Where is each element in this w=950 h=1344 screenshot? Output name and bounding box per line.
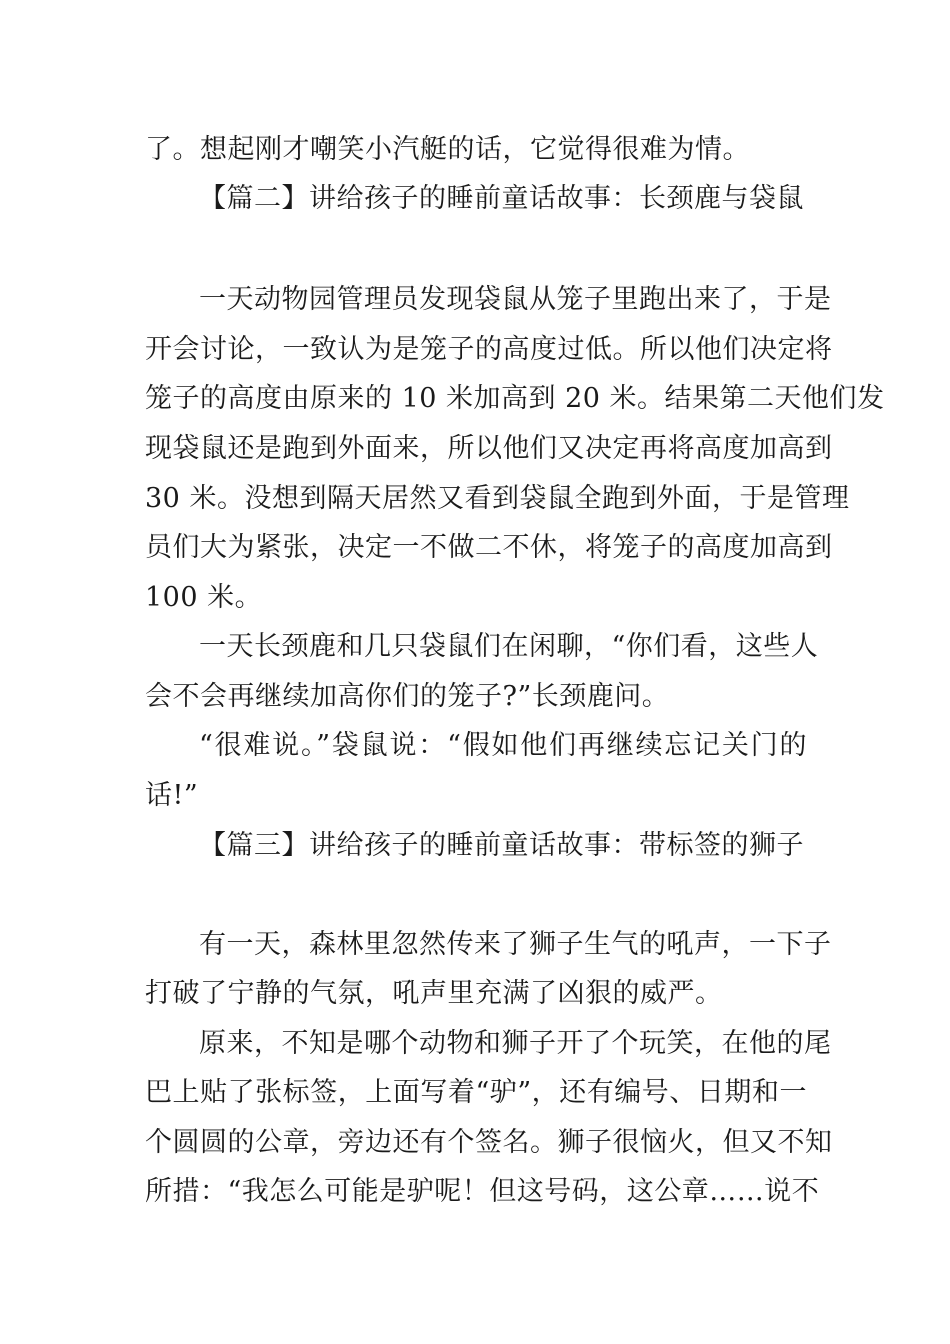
paragraph-line: 原来，不知是哪个动物和狮子开了个玩笑，在他的尾 [199,1028,832,1059]
paragraph-line: 有一天，森林里忽然传来了狮子生气的吼声，一下子 [199,929,832,960]
section-heading: 【篇三】讲给孩子的睡前童话故事：带标签的狮子 [199,830,804,861]
paragraph-line: 员们大为紧张，决定一不做二不休，将笼子的高度加高到 [145,532,833,563]
paragraph-line: 个圆圆的公章，旁边还有个签名。狮子很恼火，但又不知 [145,1127,833,1158]
paragraph-line: 会不会再继续加高你们的笼子?”长颈鹿问。 [145,681,670,712]
paragraph-line: 一天长颈鹿和几只袋鼠们在闲聊，“你们看，这些人 [199,631,819,662]
paragraph-line: 100 米。 [145,582,263,613]
section-heading: 【篇二】讲给孩子的睡前童话故事：长颈鹿与袋鼠 [199,183,804,214]
paragraph-line: 笼子的高度由原来的 10 米加高到 20 米。结果第二天他们发 [145,383,885,414]
paragraph-line: 打破了宁静的气氛，吼声里充满了凶狠的威严。 [145,978,723,1009]
paragraph-line: 30 米。没想到隔天居然又看到袋鼠全跑到外面，于是管理 [145,483,850,514]
paragraph-line: 巴上贴了张标签，上面写着“驴”，还有编号、日期和一 [145,1077,807,1108]
paragraph-line: “很难说。”袋鼠说：“假如他们再继续忘记关门的 [199,730,807,761]
paragraph-line: 开会讨论，一致认为是笼子的高度过低。所以他们决定将 [145,334,833,365]
paragraph-line: 话!” [145,780,199,811]
paragraph-line: 一天动物园管理员发现袋鼠从笼子里跑出来了，于是 [199,284,832,315]
paragraph-line: 现袋鼠还是跑到外面来，所以他们又决定再将高度加高到 [145,433,833,464]
paragraph-line: 了。想起刚才嘲笑小汽艇的话，它觉得很难为情。 [145,134,750,165]
paragraph-line: 所措：“我怎么可能是驴呢！但这号码，这公章……说不 [145,1176,820,1207]
